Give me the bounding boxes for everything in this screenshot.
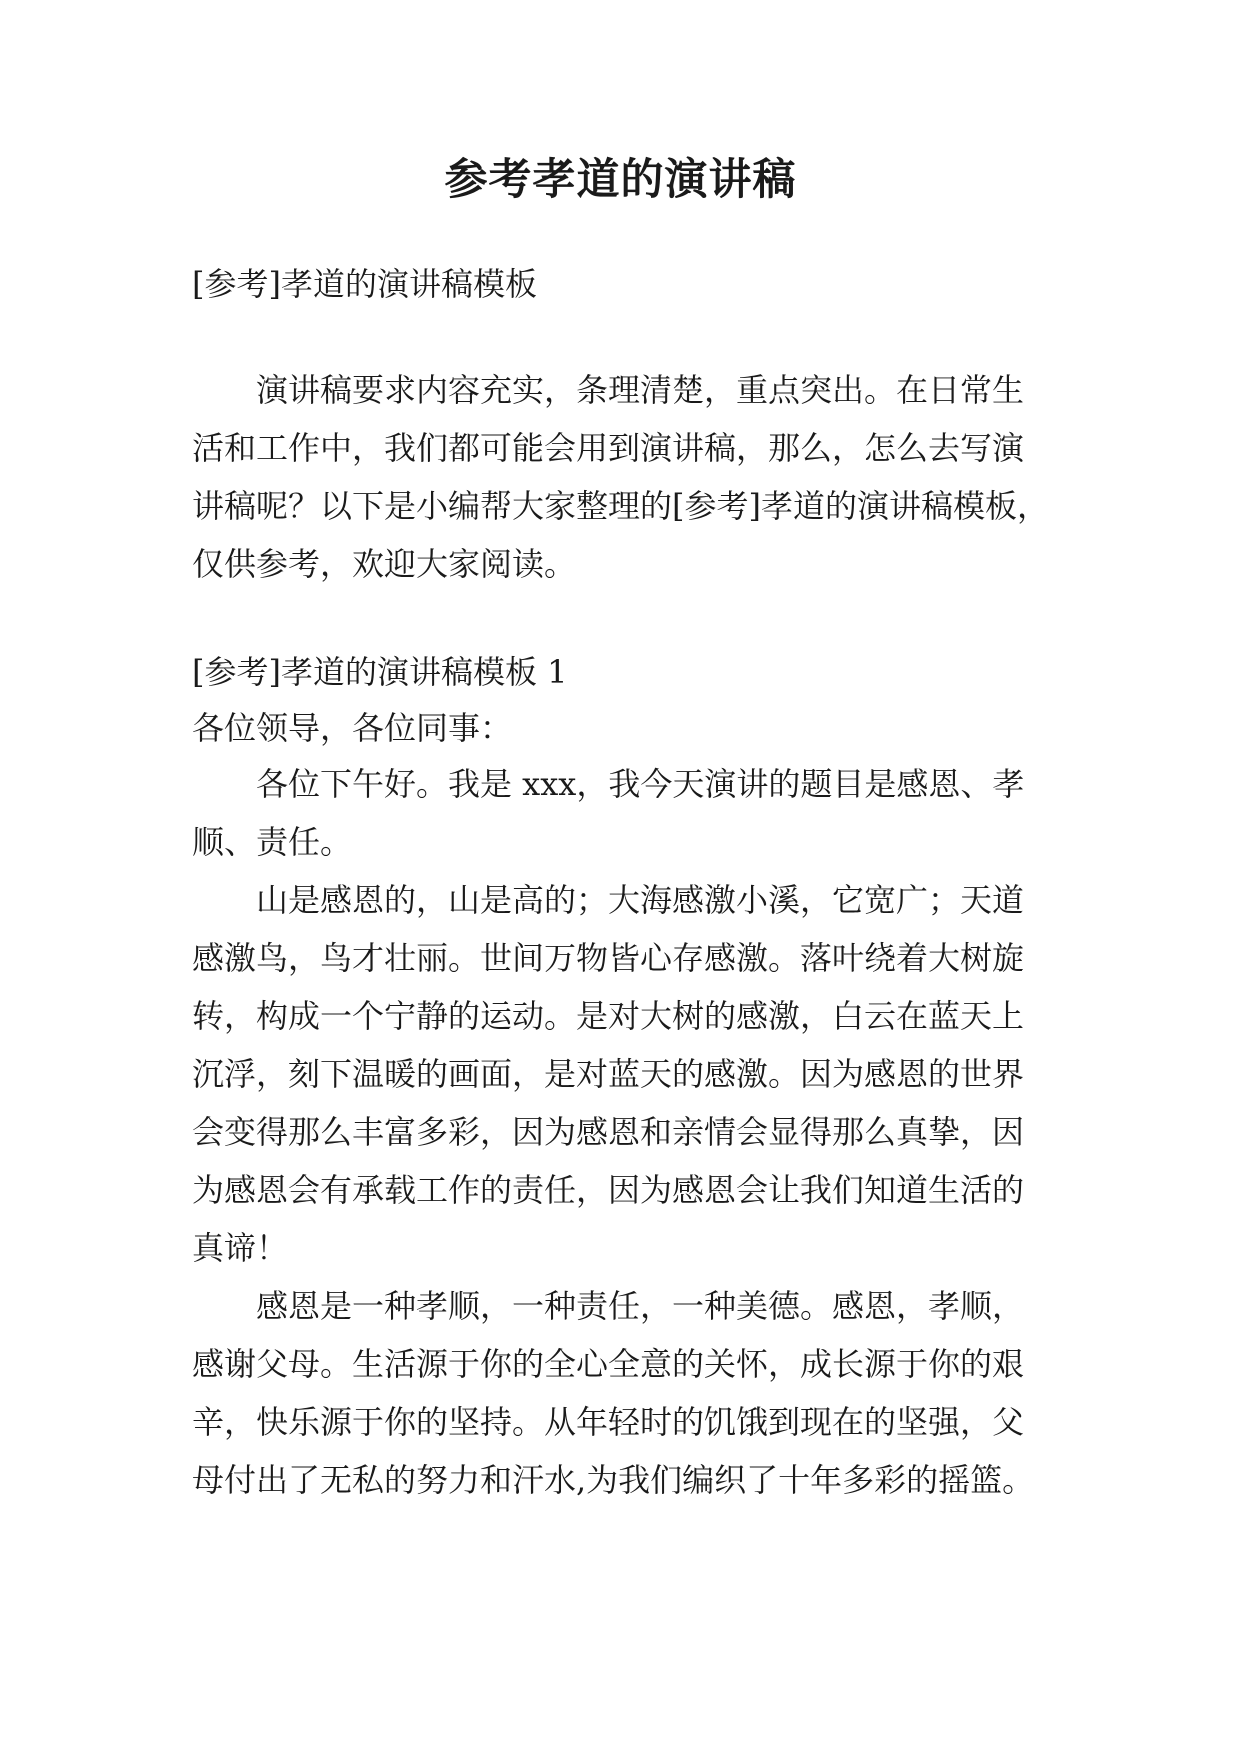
para1-line-2: 顺、责任。 [192, 823, 353, 861]
document-subtitle: [参考]孝道的演讲稿模板 [192, 265, 537, 303]
intro-line-2: 活和工作中，我们都可能会用到演讲稿，那么，怎么去写演 [192, 429, 1025, 467]
para3-line-1: 感恩是一种孝顺，一种责任，一种美德。感恩，孝顺， [256, 1287, 1025, 1325]
intro-line-1: 演讲稿要求内容充实，条理清楚，重点突出。在日常生 [256, 371, 1025, 409]
para2-line-2: 感激鸟，鸟才壮丽。世间万物皆心存感激。落叶绕着大树旋 [192, 939, 1025, 977]
intro-line-3: 讲稿呢？以下是小编帮大家整理的[参考]孝道的演讲稿模板， [192, 487, 1049, 525]
para3-line-4: 母付出了无私的努力和汗水,为我们编织了十年多彩的摇篮。 [192, 1461, 1035, 1499]
para3-line-3: 辛，快乐源于你的坚持。从年轻时的饥饿到现在的坚强，父 [192, 1403, 1025, 1441]
document-title: 参考孝道的演讲稿 [444, 155, 797, 205]
greeting: 各位领导，各位同事： [192, 709, 513, 747]
intro-line-4: 仅供参考，欢迎大家阅读。 [192, 545, 577, 583]
para3-line-2: 感谢父母。生活源于你的全心全意的关怀，成长源于你的艰 [192, 1345, 1025, 1383]
para1-line-1: 各位下午好。我是 xxx，我今天演讲的题目是感恩、孝 [256, 765, 1025, 803]
para2-line-7: 真谛！ [192, 1229, 289, 1267]
para2-line-3: 转，构成一个宁静的运动。是对大树的感激，白云在蓝天上 [192, 997, 1025, 1035]
para2-line-4: 沉浮，刻下温暖的画面，是对蓝天的感激。因为感恩的世界 [192, 1055, 1025, 1093]
para2-line-1: 山是感恩的，山是高的；大海感激小溪，它宽广；天道 [256, 881, 1025, 919]
para2-line-6: 为感恩会有承载工作的责任，因为感恩会让我们知道生活的 [192, 1171, 1025, 1209]
section-heading: [参考]孝道的演讲稿模板 1 [192, 653, 568, 691]
para2-line-5: 会变得那么丰富多彩，因为感恩和亲情会显得那么真挚，因 [192, 1113, 1025, 1151]
